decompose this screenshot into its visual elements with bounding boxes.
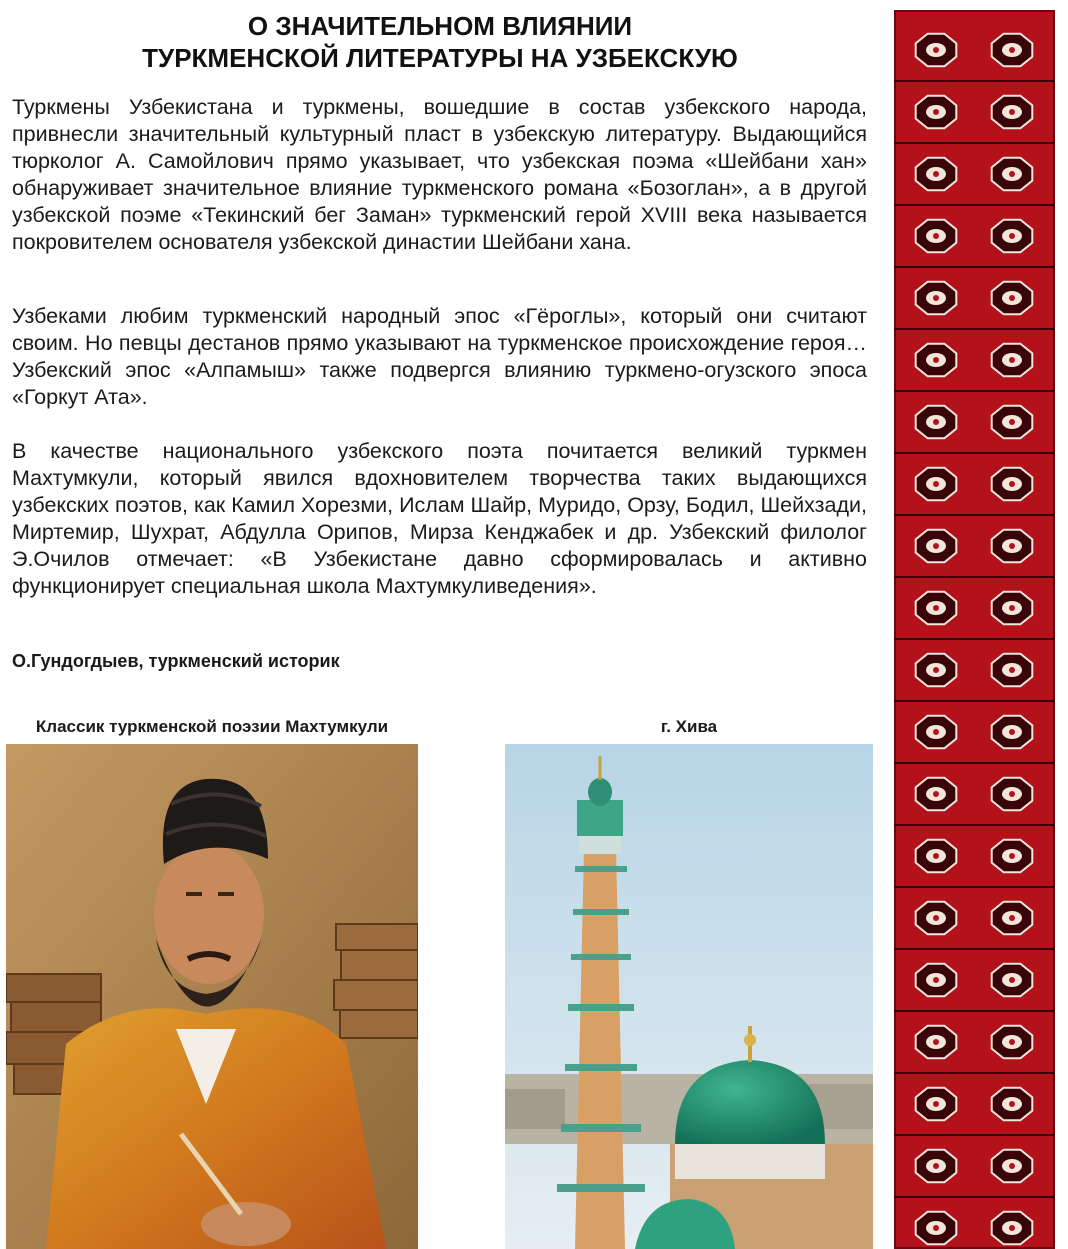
carpet-field [894,10,1055,1249]
author-signature: О.Гундогдыев, туркменский историк [12,651,340,671]
paragraph-3: В качестве национального узбекского поэта почитается великий туркмен Махтумкули, который явился вдохновителем творчества таких выдающихся узбекских поэтов, как Камил Хорезми, Ислам Шайр, Муридо, Орзу, Бодил, Шейхзади, Миртемир, Шухрат, Абдулла Орипов, Мирза Кенджабек и др. Узбекский филолог Э.Очилов отмечает: «В Узбекистане давно сформировалась и активно функционирует специальная школа Махтумкуливедения». [12,439,867,598]
books-right [334,924,418,1038]
article-title [10,10,870,74]
paragraph-1: Туркмены Узбекистана и туркмены, вошедшие в состав узбекского народа, привнесли значительный культурный пласт в узбекскую литературу. Выдающийся тюрколог А. Самойлович прямо указывает, что узбекская поэма «Шейбани хан» обнаруживает значительное влияние туркменского романа «Бозоглан», а в другой узбекской поэме «Текинский бег Заман» туркменский герой XVIII века называется покровителем основателя узбекской династии Шейбани хана. [12,95,867,254]
paragraph-2: Узбеками любим туркменский народный эпос «Гёроглы», который они считают своим. Но певцы дестанов прямо указывают на туркменское происхождение героя… Узбекский эпос «Алпамыш» также подвергся влиянию туркмено-огузского эпоса «Горкут Ата». [12,304,867,409]
portrait-caption: Классик туркменской поэзии Махтумкули [35,717,389,736]
khiva-photo [505,744,873,1249]
title-line-2: ТУРКМЕНСКОЙ ЛИТЕРАТУРЫ НА УЗБЕКСКУЮ [142,43,738,73]
khiva-caption: г. Хива [660,717,718,736]
title-line-1: О ЗНАЧИТЕЛЬНОМ ВЛИЯНИИ [247,11,633,41]
turkmen-carpet-border [894,10,1055,1249]
makhtumkuli-portrait [6,744,418,1249]
face [154,844,264,984]
